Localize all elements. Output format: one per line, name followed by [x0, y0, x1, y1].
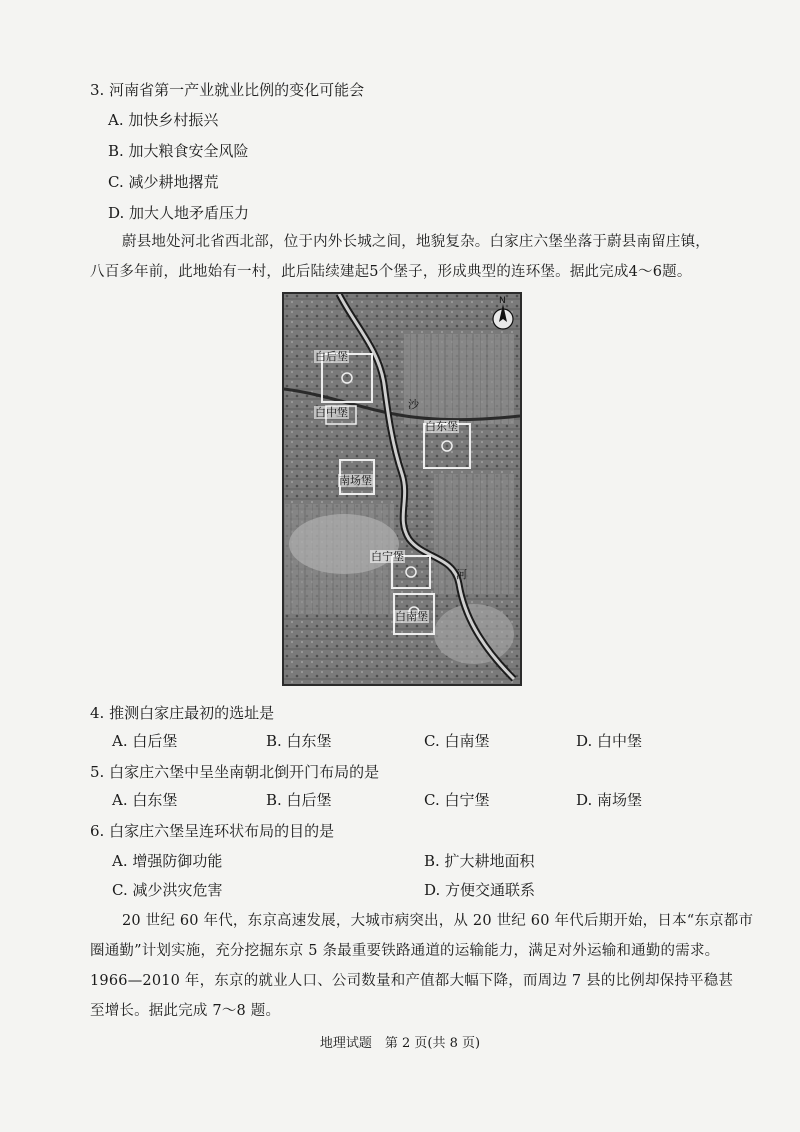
question-6-option-b: B. 扩大耕地面积 — [424, 852, 535, 870]
passage-2-line-4: 至增长。据此完成 7～8 题。 — [90, 1003, 281, 1019]
question-3-option-b: B. 加大粮食安全风险 — [108, 142, 249, 160]
map-label-nanchangbao: 南场堡 — [339, 474, 372, 487]
question-6-stem: 6. 白家庄六堡呈连环状布局的目的是 — [90, 822, 335, 840]
passage-1-line-2: 八百多年前，此地始有一村，此后陆续建起5个堡子，形成典型的连环堡。据此完成4～6题。 — [90, 264, 692, 280]
map-river-label-sha: 沙 — [408, 398, 419, 411]
question-4-option-b: B. 白东堡 — [266, 732, 332, 750]
question-4-stem: 4. 推测白家庄最初的选址是 — [90, 704, 275, 722]
question-5-stem: 5. 白家庄六堡中呈坐南朝北倒开门布局的是 — [90, 763, 380, 781]
passage-2-line-1: 20 世纪 60 年代，东京高速发展，大城市病突出，从 20 世纪 60 年代后期开始，日本“东京都市 — [122, 913, 754, 929]
passage-2-line-3: 1966—2010 年，东京的就业人口、公司数量和产值都大幅下降，而周边 7 县的比例却保持平稳甚 — [90, 973, 734, 989]
question-4-option-c: C. 白南堡 — [424, 732, 490, 750]
question-6-option-a: A. 增强防御功能 — [112, 852, 223, 870]
question-3-stem: 3. 河南省第一产业就业比例的变化可能会 — [90, 81, 365, 99]
question-5-option-b: B. 白后堡 — [266, 791, 332, 809]
question-3-option-d: D. 加大人地矛盾压力 — [108, 204, 250, 222]
map-label-baihoubao: 白后堡 — [315, 350, 348, 363]
village-map-image — [282, 292, 522, 686]
map-label-baidongbao: 白东堡 — [425, 420, 458, 433]
question-6-option-d: D. 方便交通联系 — [424, 881, 536, 899]
map-label-bainingbao: 白宁堡 — [371, 550, 404, 563]
question-6-option-c: C. 减少洪灾危害 — [112, 881, 223, 899]
question-4-option-a: A. 白后堡 — [112, 732, 178, 750]
question-3-option-c: C. 减少耕地撂荒 — [108, 173, 219, 191]
question-5-option-c: C. 白宁堡 — [424, 791, 490, 809]
north-letter: N — [499, 296, 506, 306]
map-river-label-he: 河 — [456, 568, 467, 581]
question-4-option-d: D. 白中堡 — [576, 732, 643, 750]
passage-1-line-1: 蔚县地处河北省西北部，位于内外长城之间，地貌复杂。白家庄六堡坐落于蔚县南留庄镇， — [122, 234, 710, 250]
passage-2-line-2: 圈通勤”计划实施，充分挖掘东京 5 条最重要铁路通道的运输能力，满足对外运输和通勤的需求。 — [90, 943, 720, 959]
question-3-option-a: A. 加快乡村振兴 — [108, 111, 219, 129]
map-label-bainanbao: 白南堡 — [395, 610, 428, 623]
question-5-option-a: A. 白东堡 — [112, 791, 178, 809]
question-5-option-d: D. 南场堡 — [576, 791, 643, 809]
map-label-baizhongbao: 白中堡 — [315, 406, 348, 419]
page-footer: 地理试题 第 2 页(共 8 页) — [319, 1036, 481, 1051]
